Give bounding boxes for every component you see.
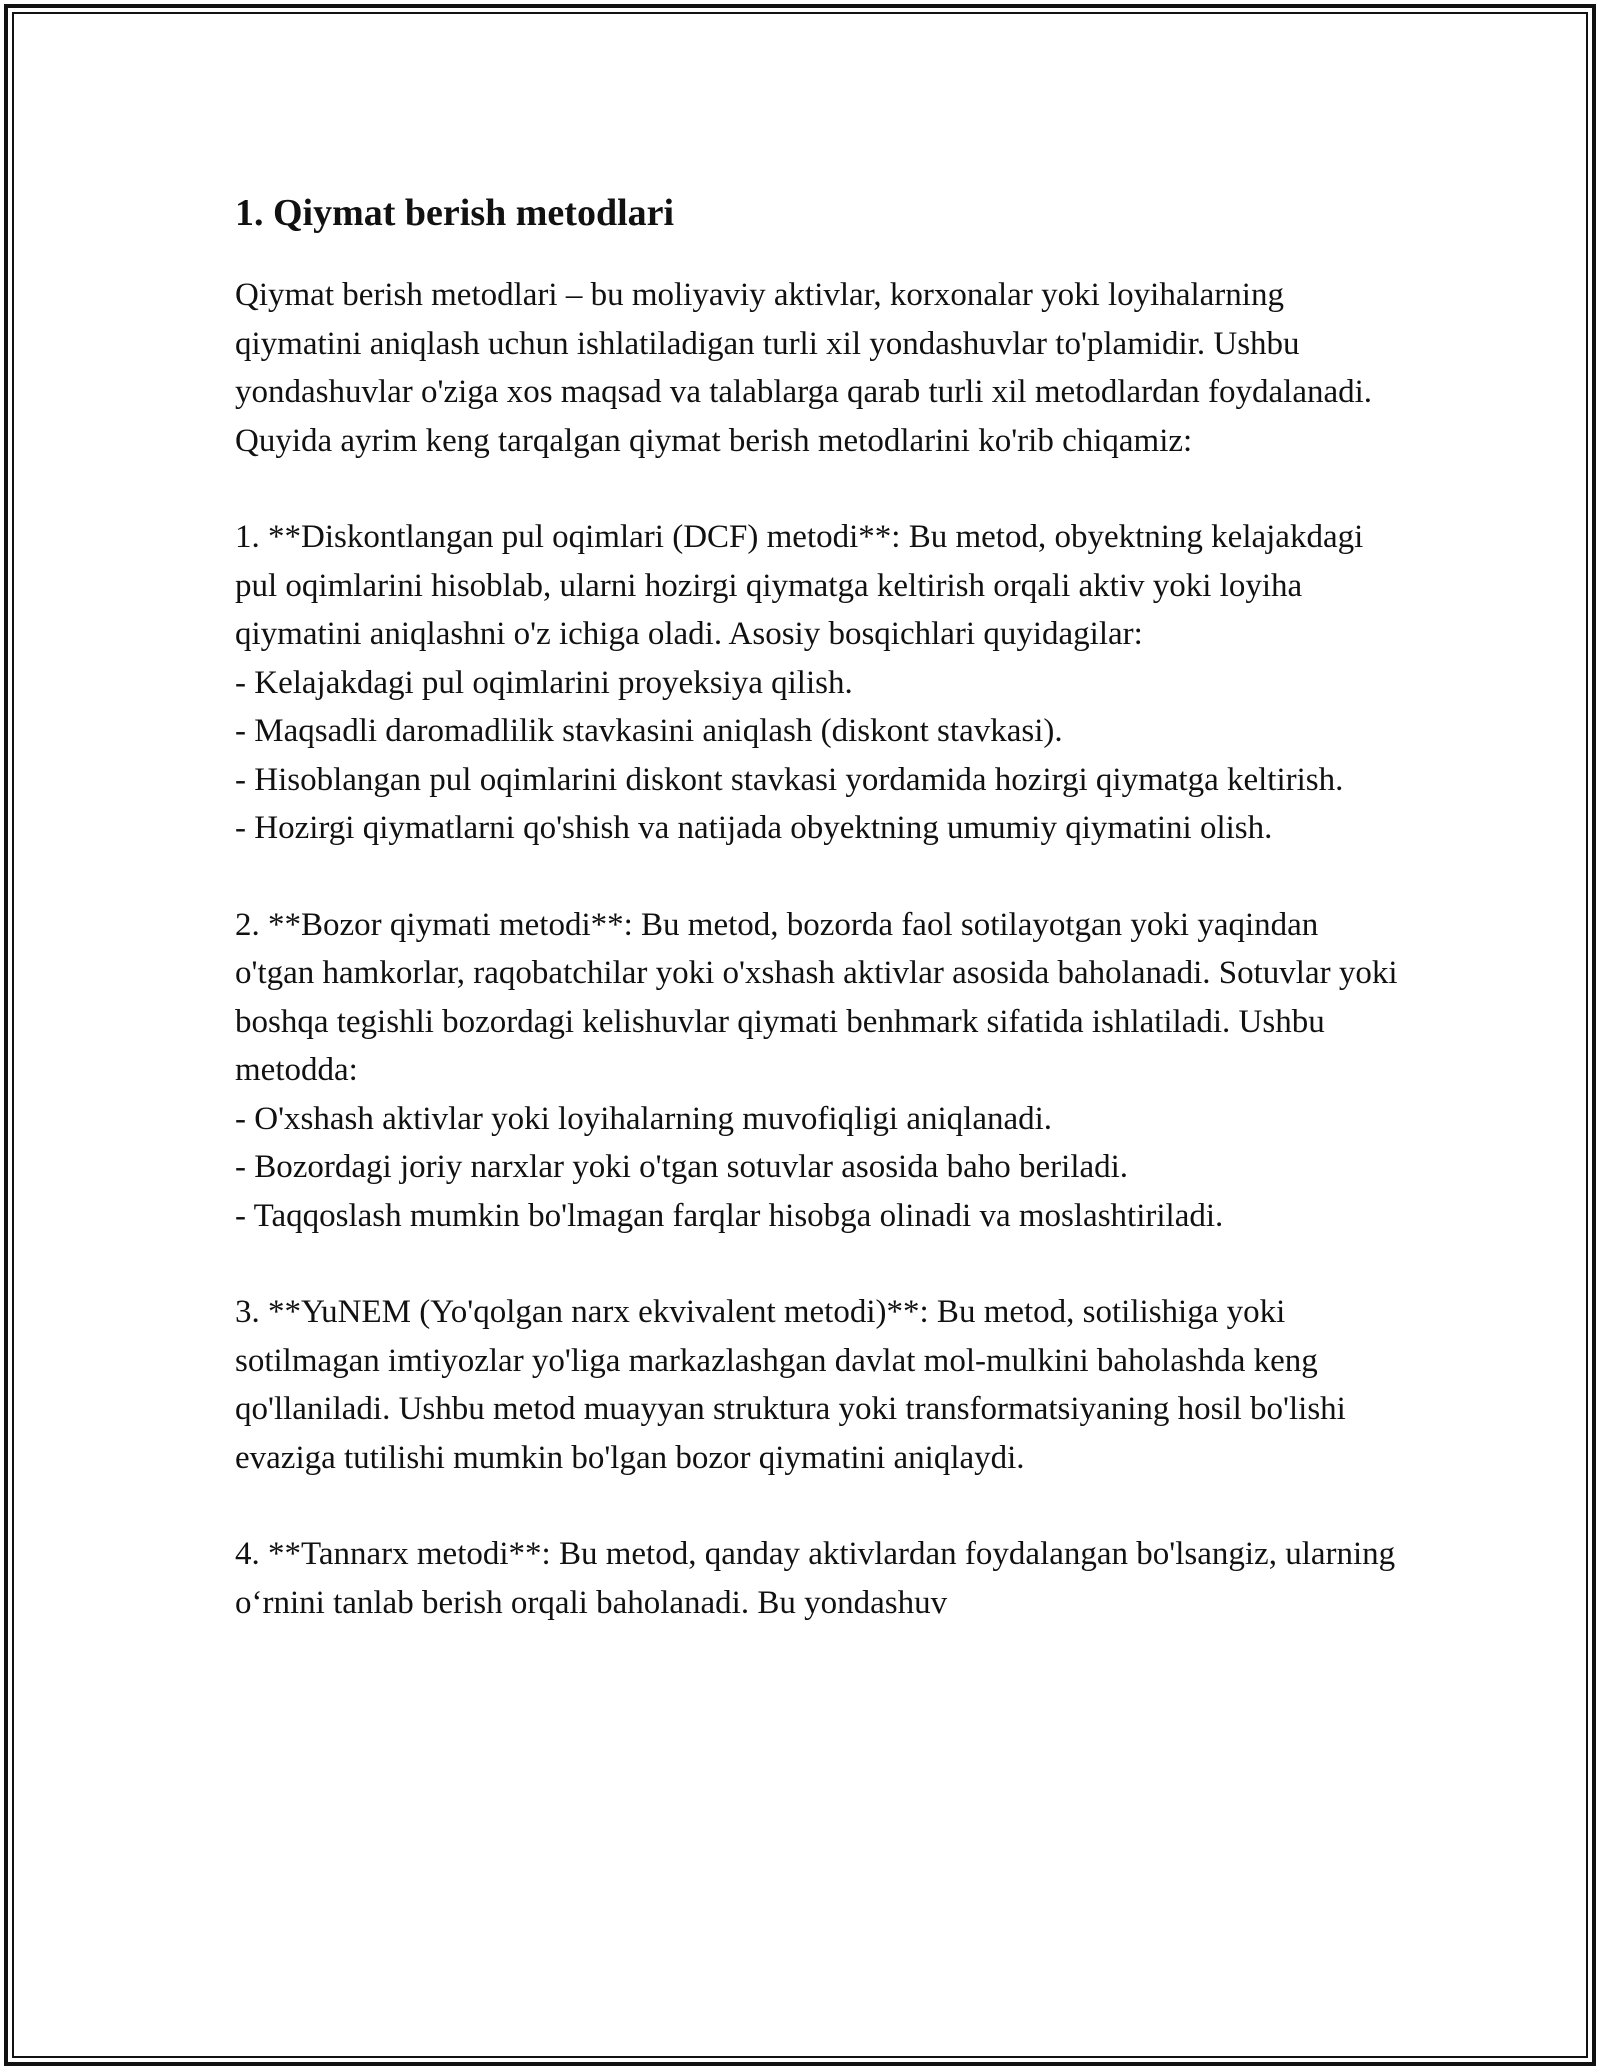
section-heading: 1. Qiymat berish metodlari: [235, 192, 675, 234]
method-cost-paragraph: 4. **Tannarx metodi**: Bu metod, qanday aktivlardan foydalangan bo'lsangiz, ularning o‘rnini tanlab berish orqali baholanadi. Bu yondashuv: [235, 1536, 1396, 1621]
method-market-value-paragraph: 2. **Bozor qiymati metodi**: Bu metod, bozorda faol sotilayotgan yoki yaqindan o'tgan hamkorlar, raqobatchilar yoki o'xshash aktivlar asosida baholanadi. Sotuvlar yoki boshqa tegishli bozordagi kelishuvlar qiymati benhmark sifatida ishlatiladi. Ushbu metodda: - O'xshash aktivlar yoki loyihalarning muvofiqligi aniqlanadi. - Bozordagi joriy narxlar yoki o'tgan sotuvlar asosida baho beriladi. - Taqqoslash mumkin bo'lmagan farqlar hisobga olinadi va moslashtiriladi.: [235, 906, 1398, 1234]
intro-paragraph: Qiymat berish metodlari – bu moliyaviy aktivlar, korxonalar yoki loyihalarning qiymatini aniqlash uchun ishlatiladigan turli xil yondashuvlar to'plamidir. Ushbu yondashuvlar o'ziga xos maqsad va talablarga qarab turli xil metodlardan foydalanadi. Quyida ayrim keng tarqalgan qiymat berish metodlarini ko'rib chiqamiz:: [235, 277, 1373, 459]
document-body: [235, 185, 1405, 1627]
method-dcf-paragraph: 1. **Diskontlangan pul oqimlari (DCF) metodi**: Bu metod, obyektning kelajakdagi pul oqimlarini hisoblab, ularni hozirgi qiymatga keltirish orqali aktiv yoki loyiha qiymatini aniqlashni o'z ichiga oladi. Asosiy bosqichlari quyidagilar: - Kelajakdagi pul oqimlarini proyeksiya qilish. - Maqsadli daromadlilik stavkasini aniqlash (diskont stavkasi). - Hisoblangan pul oqimlarini diskont stavkasi yordamida hozirgi qiymatga keltirish. - Hozirgi qiymatlarni qo'shish va natijada obyektning umumiy qiymatini olish.: [235, 519, 1364, 846]
method-yunem-paragraph: 3. **YuNEM (Yo'qolgan narx ekvivalent metodi)**: Bu metod, sotilishiga yoki sotilmagan imtiyozlar yo'liga markazlashgan davlat mol-mulkini baholashda keng qo'llaniladi. Ushbu metod muayyan struktura yoki transformatsiyaning hosil bo'lishi evaziga tutilishi mumkin bo'lgan bozor qiymatini aniqlaydi.: [235, 1294, 1346, 1476]
